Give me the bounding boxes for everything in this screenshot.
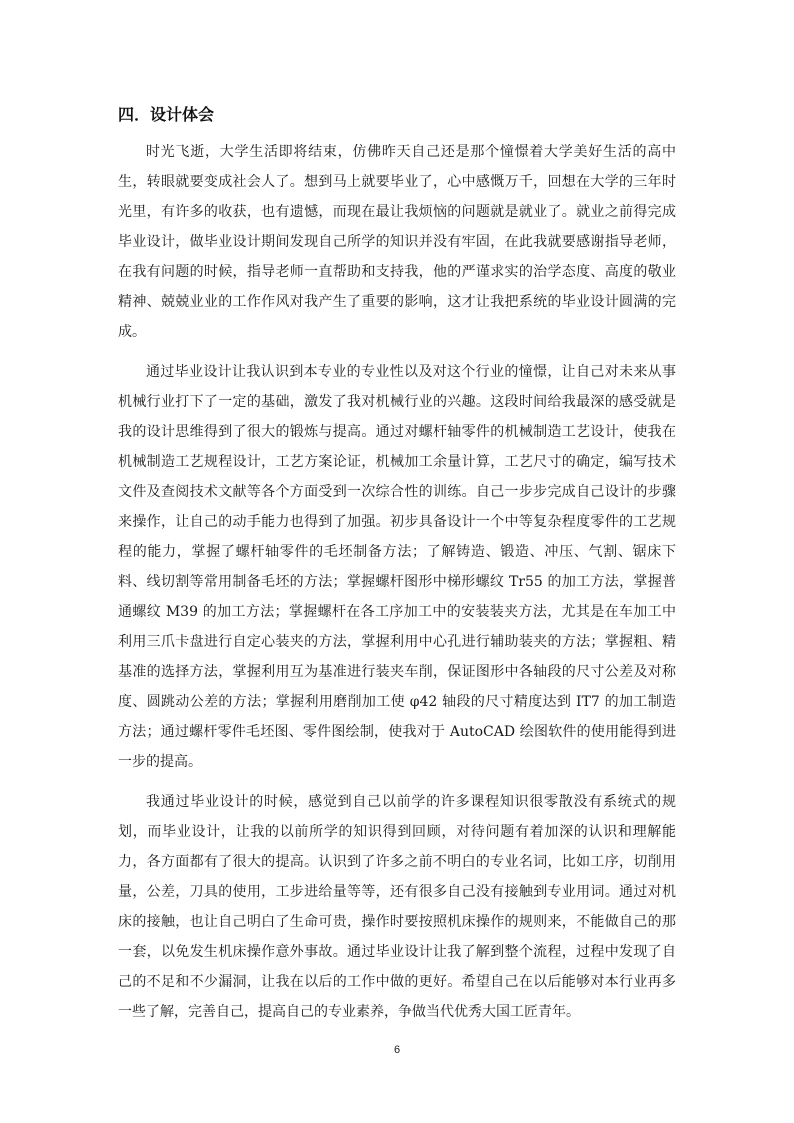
paragraph-reflection-intro: 时光飞逝，大学生活即将结束，仿佛昨天自己还是那个憧憬着大学美好生活的高中生，转眼就要变成社会人了。想到马上就要毕业了，心中感慨万千，回想在大学的三年时光里，有许多的收获，也有遗憾，而现在最让我烦恼的问题就是就业了。就业之前得完成毕业设计，做毕业设计期间发现自己所学的知识并没有牢固，在此我就要感谢指导老师，在我有问题的时候，指导老师一直帮助和支持我，他的严谨求实的治学态度、高度的敬业精神、兢兢业业的工作作风对我产生了重要的影响，这才让我把系统的毕业设计圆满的完成。 — [118, 144, 676, 340]
paragraph-summary: 我通过毕业设计的时候，感觉到自己以前学的许多课程知识很零散没有系统式的规划，而毕业设计，让我的以前所学的知识得到回顾，对待问题有着加深的认识和理解能力，各方面都有了很大的提高。认识到了许多之前不明白的专业名词，比如工序，切削用量，公差，刀具的使用，工步进给量等等，还有很多自己没有接触到专业用词。通过对机床的接触，也让自己明白了生命可贵，操作时要按照机床操作的规则来，不能做自己的那一套，以免发生机床操作意外事故。通过毕业设计让我了解到整个流程，过程中发现了自己的不足和不少漏洞，让我在以后的工作中做的更好。希望自己在以后能够对本行业再多一些了解，完善自己，提高自己的专业素养，争做当代优秀大国工匠青年。 — [118, 794, 676, 1020]
section-heading: 四．设计体会 — [118, 105, 215, 124]
document-body — [118, 137, 676, 1037]
page-number: 6 — [393, 1044, 401, 1056]
paragraph-design-learning: 通过毕业设计让我认识到本专业的专业性以及对这个行业的憧憬，让自己对未来从事机械行业打下了一定的基础，激发了我对机械行业的兴趣。这段时间给我最深的感受就是我的设计思维得到了很大的锻炼与提高。通过对螺杆轴零件的机械制造工艺设计，使我在机械制造工艺规程设计，工艺方案论证，机械加工余量计算，工艺尺寸的确定，编写技术文件及查阅技术文献等各个方面受到一次综合性的训练。自己一步步完成自己设计的步骤来操作，让自己的动手能力也得到了加强。初步具备设计一个中等复杂程度零件的工艺规程的能力，掌握了螺杆轴零件的毛坯制备方法；了解铸造、锻造、冲压、气割、锯床下料、线切割等常用制备毛坯的方法；掌握螺杆图形中梯形螺纹 Tr55 的加工方法，掌握普通螺纹 M39 的加工方法；掌握螺杆在各工序加工中的安装装夹方法，尤其是在车加工中利用三爪卡盘进行自定心装夹的方法，掌握利用中心孔进行辅助装夹的方法；掌握粗、精基准的选择方法，掌握利用互为基准进行装夹车削，保证图形中各轴段的尺寸公差及对称度、圆跳动公差的方法；掌握利用磨削加工使 φ42 轴段的尺寸精度达到 IT7 的加工制造方法；通过螺杆零件毛坯图、零件图绘制，使我对于 AutoCAD 绘图软件的使用能得到进一步的提高。 — [118, 364, 676, 770]
